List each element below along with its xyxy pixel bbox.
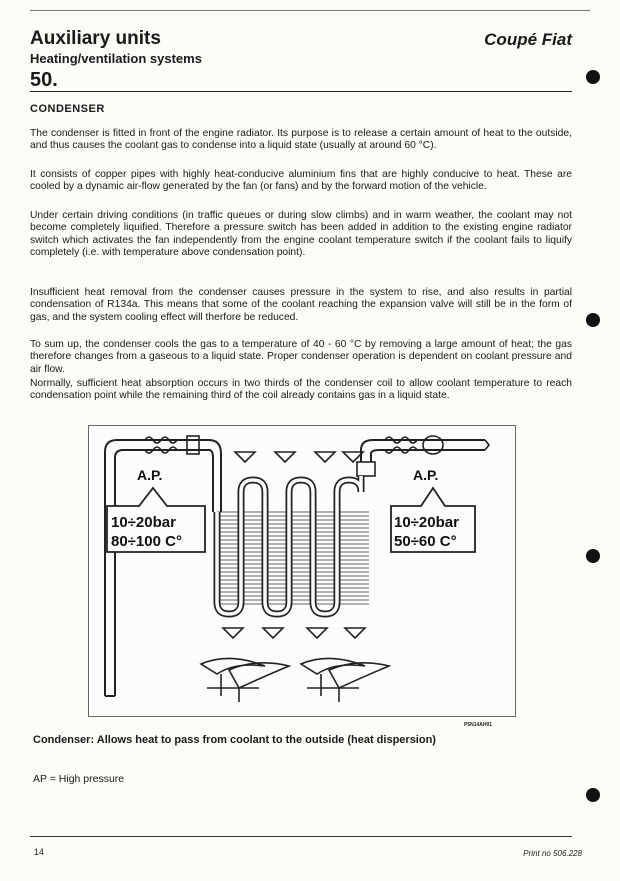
- left-temperature: 80÷100 C°: [111, 533, 182, 550]
- binder-hole-1: [586, 70, 600, 84]
- paragraph-4: Insufficient heat removal from the condenser causes pressure in the system to rise, and also results in partial condensation of R134a. This means that some of the coolant reaching the expansion valve will still be in the form of gas, and the system cooling effect will therfore be reduced.: [30, 287, 572, 323]
- airflow-arrows-bottom: [223, 628, 365, 638]
- paragraph-2: It consists of copper pipes with highly heat-conducive aluminium fins that are highly conducive to heat. These are cooled by a dynamic air-flow generated by the fan (or fans) and by the forward motion of the vehicle.: [30, 169, 572, 193]
- footer-rule: [30, 836, 572, 837]
- left-ap-label: A.P.: [137, 467, 163, 483]
- page-number: 14: [34, 847, 45, 857]
- paragraph-5: To sum up, the condenser cools the gas to a temperature of 40 - 60 °C by removing a large amount of heat; the gas therefore changes from a gaseous to a liquid state. Proper condenser operation is dependent on coolant pressure and air flow.: [30, 339, 572, 375]
- page-subtitle: Heating/ventilation systems: [30, 51, 202, 66]
- left-connector: [209, 440, 221, 512]
- figure-caption: Condenser: Allows heat to pass from coolant to the outside (heat dispersion): [33, 734, 436, 746]
- right-ap-label: A.P.: [413, 467, 439, 483]
- top-rule: [30, 10, 590, 11]
- right-pressure: 10÷20bar: [394, 514, 459, 531]
- figure-code: P5N14AH01: [464, 722, 493, 728]
- print-number: Print no 506.228: [523, 849, 582, 858]
- binder-hole-3: [586, 549, 600, 563]
- condenser-diagram: [88, 425, 516, 717]
- header-rule: [30, 91, 572, 92]
- brand-label: Coupé Fiat: [484, 30, 572, 49]
- paragraph-6: Normally, sufficient heat absorption occurs in two thirds of the condenser coil to allow coolant temperature to reach condensation point while the remaining third of the coil already contains gas in a liquid state.: [30, 378, 572, 402]
- right-valve: [357, 462, 375, 476]
- left-pipe-inner: [115, 450, 209, 696]
- paragraph-3: Under certain driving conditions (in traffic queues or during slow climbs) and in warm weather, the coolant may not become completely liquified. Therefore a pressure switch has been added in addition to the existing engine radiator switch which activates the fan independently from the engine coolant temperature switch if the coolant fails to liquify completely (i.e. with temperature above condensation point).: [30, 210, 572, 258]
- condenser-drawing: [89, 426, 515, 716]
- left-pressure: 10÷20bar: [111, 514, 176, 531]
- airflow-arrows-top: [235, 452, 363, 462]
- right-temperature: 50÷60 C°: [394, 533, 457, 550]
- left-fitting: [187, 436, 199, 454]
- binder-hole-4: [586, 788, 600, 802]
- right-fitting: [423, 436, 443, 454]
- section-title: CONDENSER: [30, 103, 105, 115]
- paragraph-1: The condenser is fitted in front of the engine radiator. Its purpose is to release a certain amount of heat to the outside, and thus causes the coolant gas to condense into a liquid state (usually at around 60 °C).: [30, 128, 572, 152]
- section-number: 50.: [30, 69, 58, 91]
- fan-right: [301, 658, 389, 702]
- binder-hole-2: [586, 313, 600, 327]
- fan-left: [201, 658, 289, 702]
- page-title: Auxiliary units: [30, 28, 161, 49]
- abbreviation-note: AP = High pressure: [33, 773, 125, 785]
